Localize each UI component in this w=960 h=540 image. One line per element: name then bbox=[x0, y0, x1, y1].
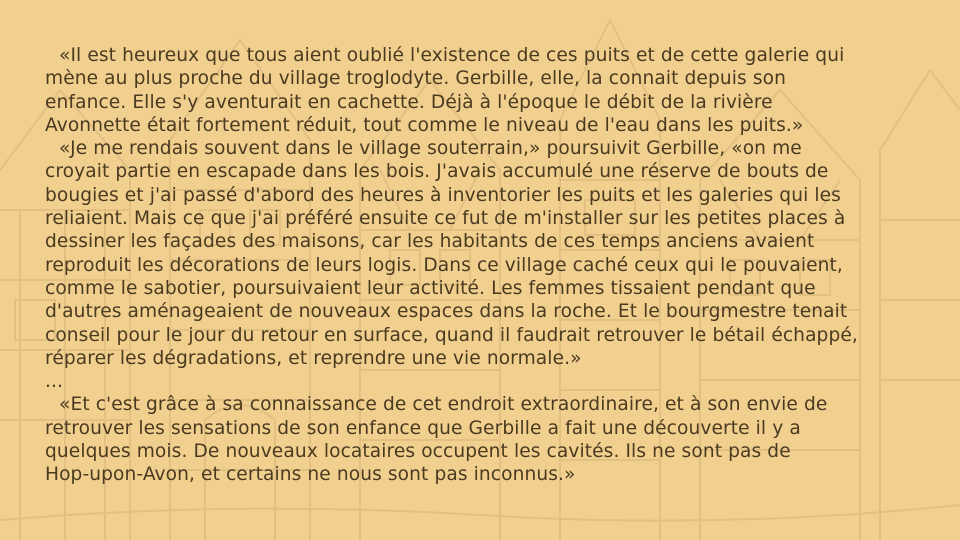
paragraph-2: «Je me rendais souvent dans le village souterrain,» poursuivit Gerbille, «on me croyait partie en escapade dans les bois. J'avais accumulé une réserve de bouts de bougies et j'ai passé d'abord des heures à inventorier les puits et les galeries qui les reliaient. Mais ce que j'ai préféré ensuite ce fut de m'installer sur les petites places à dessiner les façades des maisons, car les habitants de ces temps anciens avaient reproduit les décorations de leurs logis. Dans ce village caché ceux qui le pouvaient, comme le sabotier, poursuivaient leur activité. Les femmes tissaient pendant que d'autres aménageaient de nouveaux espaces dans la roche. Et le bourgmestre tenait conseil pour le jour du retour en surface, quand il faudrait retrouver le bétail échappé, réparer les dégradations, et reprendre une vie normale.» bbox=[45, 138, 858, 369]
ellipsis: ... bbox=[45, 371, 64, 393]
story-text bbox=[45, 44, 945, 487]
paragraph-3: «Et c'est grâce à sa connaissance de cet endroit extraordinaire, et à son envie de retrouver les sensations de son enfance que Gerbille a fait une découverte il y a quelques mois. De nouveaux locataires occupent les cavités. Ils ne sont pas de Hop-upon-Avon, et certains ne nous sont pas inconnus.» bbox=[45, 394, 828, 486]
paragraph-1: «Il est heureux que tous aient oublié l'existence de ces puits et de cette galerie qui mène au plus proche du village troglodyte. Gerbille, elle, la connait depuis son enfance. Elle s'y aventurait en cachette. Déjà à l'époque le débit de la rivière Avonnette était fortement réduit, tout comme le niveau de l'eau dans les puits.» bbox=[45, 45, 845, 136]
